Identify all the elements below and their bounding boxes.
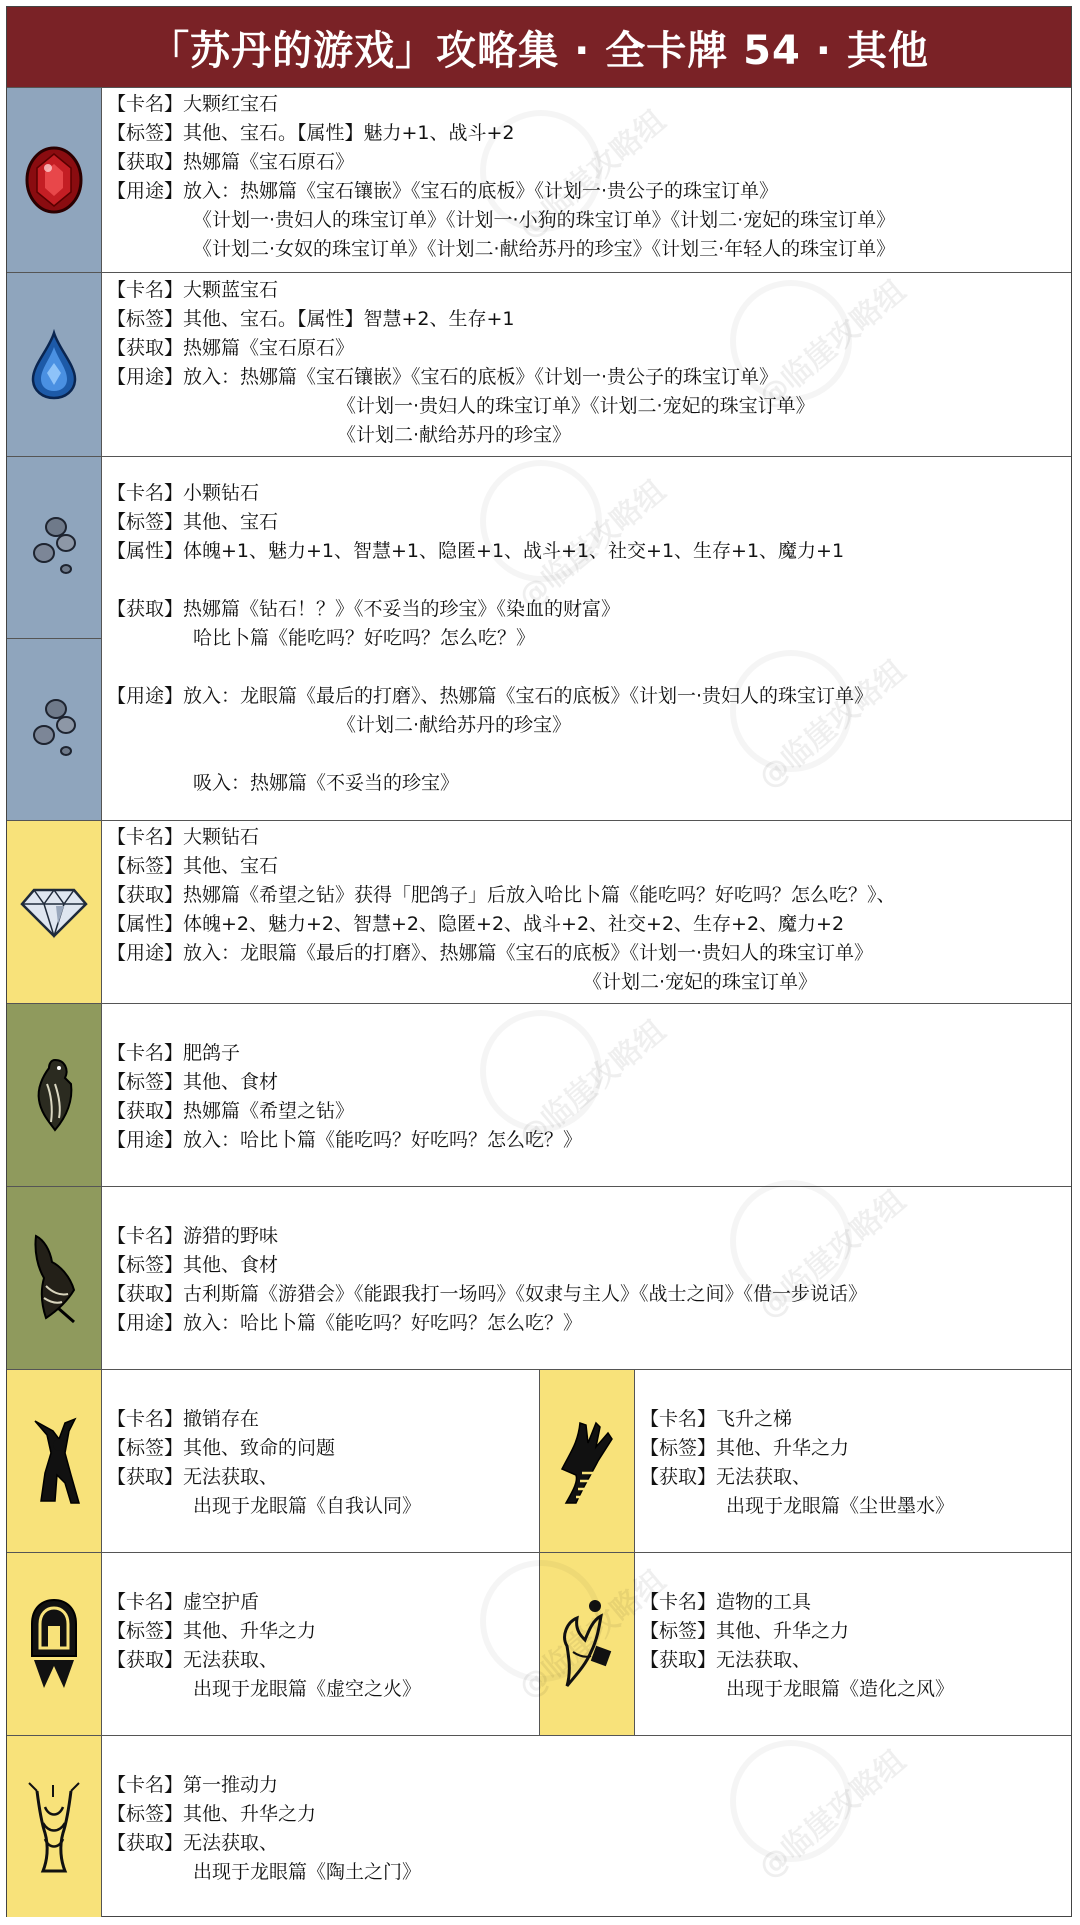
void-shield-icon (24, 1596, 84, 1692)
card-tag-line: 【标签】其他、食材 (107, 1071, 279, 1093)
card-icon-cell (7, 1370, 102, 1552)
card-tag-line: 【标签】其他、升华之力 (640, 1437, 850, 1459)
card-cell (539, 1553, 1071, 1735)
card-usage-line: 【用途】放入：龙眼篇《最后的打磨》、热娜篇《宝石的底板》《计划一·贵妇人的珠宝订单》 (107, 942, 874, 964)
watermark-text: @临崖攻略组 (512, 1013, 673, 1156)
card-usage-line: 【用途】放入：龙眼篇《最后的打磨》、热娜篇《宝石的底板》《计划一·贵妇人的珠宝订单》 (107, 685, 874, 707)
card-row-game-bird (7, 1186, 1071, 1369)
card-usage-line: 《计划二·女奴的珠宝订单》《计划二·献给苏丹的珍宝》《计划三·年轻人的珠宝订单》 (193, 238, 896, 260)
card-usage-line: 【用途】放入：哈比卜篇《能吃吗？好吃吗？怎么吃？》 (107, 1129, 583, 1151)
card-name-line: 【卡名】飞升之梯 (640, 1408, 793, 1430)
card-text (640, 1405, 1063, 1521)
watermark-text: @临崖攻略组 (752, 273, 913, 416)
card-source-line: 【获取】无法获取、 (107, 1832, 279, 1854)
card-tag-line: 【标签】其他、宝石。【属性】魅力+1、战斗+2 (107, 122, 515, 144)
card-source-line: 【获取】热娜篇《希望之钻》 (107, 1100, 355, 1122)
card-icon-cell (7, 273, 102, 456)
card-name-line: 【卡名】撤销存在 (107, 1408, 260, 1430)
small-diamonds-icon (26, 695, 82, 765)
card-usage-line: 《计划二·宠妃的珠宝订单》 (583, 971, 818, 993)
revoke-existence-icon (25, 1413, 83, 1509)
card-source-line: 【获取】热娜篇《宝石原石》 (107, 337, 355, 359)
card-source-line: 出现于龙眼篇《陶土之门》 (193, 1861, 422, 1883)
card-text (107, 823, 1063, 997)
card-source-line: 【获取】无法获取、 (107, 1649, 279, 1671)
card-usage-line: 《计划二·献给苏丹的珍宝》 (337, 424, 572, 446)
card-source-line: 【获取】无法获取、 (640, 1466, 812, 1488)
card-tag-line: 【标签】其他、宝石 (107, 855, 279, 877)
card-usage-line: 《计划二·献给苏丹的珍宝》 (337, 714, 572, 736)
card-row-red-gem (7, 87, 1071, 272)
card-row-pigeon (7, 1003, 1071, 1186)
page-title: 「苏丹的游戏」攻略集 · 全卡牌 54 · 其他 (7, 7, 1071, 87)
card-text (640, 1588, 1063, 1704)
watermark-text: @临崖攻略组 (752, 1183, 913, 1326)
card-name-line: 【卡名】第一推动力 (107, 1774, 279, 1796)
card-attr-line: 【属性】体魄+2、魅力+2、智慧+2、隐匿+2、战斗+2、社交+2、生存+2、魔力+2 (107, 913, 845, 935)
card-name-line: 【卡名】大颗蓝宝石 (107, 279, 279, 301)
card-name-line: 【卡名】虚空护盾 (107, 1591, 260, 1613)
card-cell (7, 1370, 539, 1552)
card-text (107, 479, 1063, 798)
card-source-line: 【获取】无法获取、 (640, 1649, 812, 1671)
card-icon-cell (7, 1187, 102, 1369)
card-row-pair (7, 1552, 1071, 1735)
card-usage-line: 《计划一·贵妇人的珠宝订单》《计划二·宠妃的珠宝订单》 (337, 395, 815, 417)
card-text (107, 1039, 1063, 1155)
card-source-line: 哈比卜篇《能吃吗？好吃吗？怎么吃？》 (193, 627, 536, 649)
card-name-line: 【卡名】大颗红宝石 (107, 93, 279, 115)
large-diamond-icon (20, 884, 88, 940)
card-tag-line: 【标签】其他、升华之力 (107, 1620, 317, 1642)
card-source-line: 【获取】热娜篇《希望之钻》获得「肥鸽子」后放入哈比卜篇《能吃吗？好吃吗？怎么吃？》、 (107, 884, 896, 906)
card-icon-cell (540, 1553, 635, 1735)
watermark-text: @临崖攻略组 (512, 103, 673, 246)
watermark-text: @临崖攻略组 (752, 653, 913, 796)
game-bird-icon (24, 1230, 84, 1326)
card-source-line: 出现于龙眼篇《造化之风》 (726, 1678, 955, 1700)
card-tag-line: 【标签】其他、升华之力 (107, 1803, 317, 1825)
card-source-line: 出现于龙眼篇《尘世墨水》 (726, 1495, 955, 1517)
first-mover-icon (23, 1777, 85, 1877)
watermark-text: @临崖攻略组 (752, 1743, 913, 1886)
card-usage-line: 【用途】放入：哈比卜篇《能吃吗？好吃吗？怎么吃？》 (107, 1312, 583, 1334)
card-tag-line: 【标签】其他、升华之力 (640, 1620, 850, 1642)
card-attr-line: 【属性】体魄+1、魅力+1、智慧+1、隐匿+1、战斗+1、社交+1、生存+1、魔力+1 (107, 540, 845, 562)
card-source-line: 【获取】古利斯篇《游猎会》《能跟我打一场吗》《奴隶与主人》《战士之间》《借一步说话》 (107, 1283, 868, 1305)
card-icon-cell (7, 88, 102, 272)
card-text (107, 1771, 1063, 1887)
card-tag-line: 【标签】其他、致命的问题 (107, 1437, 336, 1459)
card-text (107, 1405, 531, 1521)
card-row-first-mover (7, 1735, 1071, 1917)
watermark-text: @临崖攻略组 (512, 473, 673, 616)
card-usage-line: 【用途】放入：热娜篇《宝石镶嵌》《宝石的底板》《计划一·贵公子的珠宝订单》 (107, 366, 779, 388)
card-name-line: 【卡名】造物的工具 (640, 1591, 812, 1613)
card-icon-cell (540, 1370, 635, 1552)
ascension-ladder-icon (556, 1413, 618, 1509)
card-name-line: 【卡名】肥鸽子 (107, 1042, 241, 1064)
card-row-small-diamonds (7, 456, 1071, 820)
card-text (107, 1222, 1063, 1338)
card-source-line: 【获取】热娜篇《宝石原石》 (107, 151, 355, 173)
card-text (107, 276, 1063, 450)
card-usage-line: 吸入：热娜篇《不妥当的珍宝》 (193, 772, 460, 794)
card-name-line: 【卡名】游猎的野味 (107, 1225, 279, 1247)
small-diamonds-icon (26, 513, 82, 583)
card-source-line: 【获取】无法获取、 (107, 1466, 279, 1488)
card-icon-cell (7, 1736, 102, 1917)
card-source-line: 出现于龙眼篇《自我认同》 (193, 1495, 422, 1517)
card-text (107, 1588, 531, 1704)
card-icon-cell (7, 639, 102, 821)
card-tag-line: 【标签】其他、食材 (107, 1254, 279, 1276)
card-row-pair (7, 1369, 1071, 1552)
card-usage-line: 《计划一·贵妇人的珠宝订单》《计划一·小狗的珠宝订单》《计划二·宠妃的珠宝订单》 (193, 209, 896, 231)
card-name-line: 【卡名】大颗钻石 (107, 826, 260, 848)
card-icon-cell (7, 1004, 102, 1186)
card-row-blue-gem (7, 272, 1071, 456)
card-name-line: 【卡名】小颗钻石 (107, 482, 260, 504)
card-tag-line: 【标签】其他、宝石。【属性】智慧+2、生存+1 (107, 308, 515, 330)
card-icon-cell (7, 821, 102, 1003)
card-row-large-diamond (7, 820, 1071, 1003)
card-icon-cell (7, 457, 102, 639)
card-cell (7, 1553, 539, 1735)
creator-tools-icon (555, 1596, 619, 1692)
card-usage-line: 【用途】放入：热娜篇《宝石镶嵌》《宝石的底板》《计划一·贵公子的珠宝订单》 (107, 180, 779, 202)
card-icon-cell (7, 1553, 102, 1735)
card-cell (539, 1370, 1071, 1552)
card-text (107, 90, 1063, 264)
pigeon-icon (29, 1054, 79, 1136)
blue-gem-icon (29, 329, 79, 401)
red-gem-icon (23, 144, 85, 216)
card-source-line: 【获取】热娜篇《钻石！？》《不妥当的珍宝》《染血的财富》 (107, 598, 621, 620)
card-source-line: 出现于龙眼篇《虚空之火》 (193, 1678, 422, 1700)
card-tag-line: 【标签】其他、宝石 (107, 511, 279, 533)
